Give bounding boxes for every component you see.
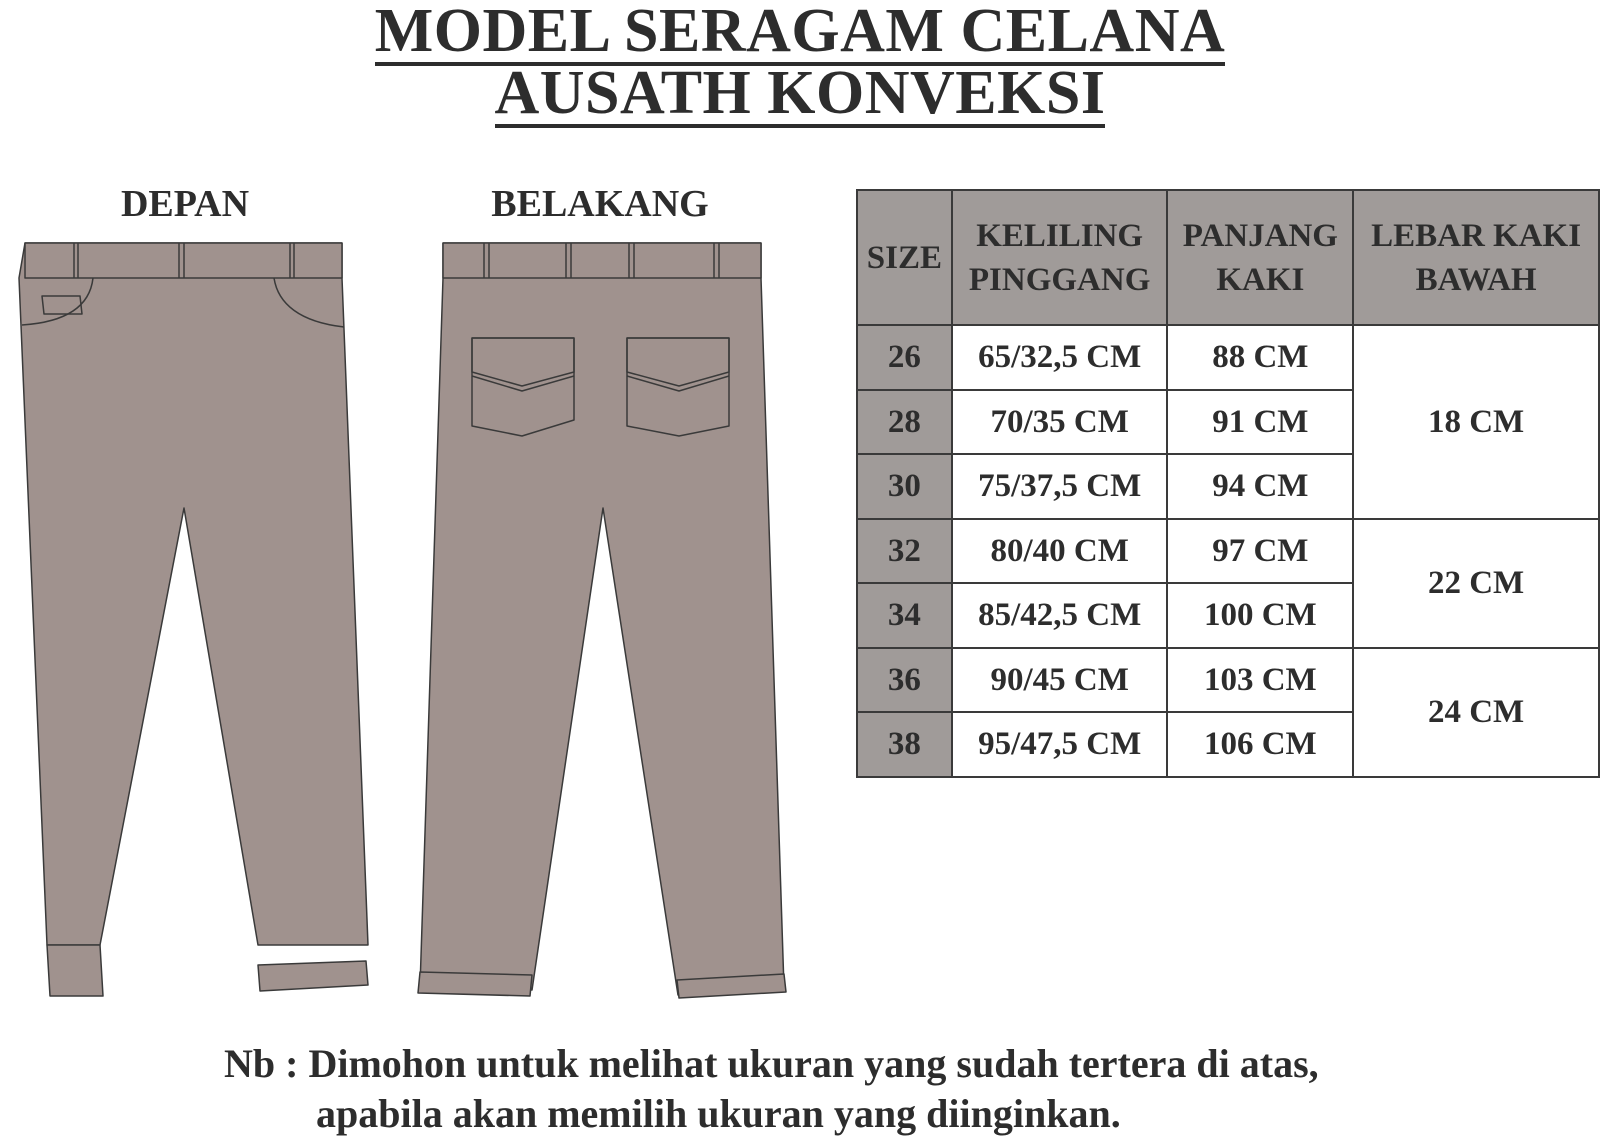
front-view-label: DEPAN	[120, 183, 250, 225]
header-hem-line-1: LEBAR KAKI	[1371, 217, 1582, 254]
waist-cell: 65/32,5 CM	[952, 325, 1168, 390]
title-line-2: AUSATH KONVEKSI	[494, 59, 1106, 127]
front-left-cuff	[47, 945, 103, 996]
length-cell: 103 CM	[1167, 648, 1353, 713]
front-right-cuff	[258, 961, 368, 991]
size-cell: 38	[857, 712, 952, 777]
length-cell: 88 CM	[1167, 325, 1353, 390]
front-pants-body	[19, 243, 368, 945]
header-waist	[952, 190, 1168, 325]
size-chart-header-row	[857, 190, 1599, 325]
size-cell: 34	[857, 583, 952, 648]
waist-cell: 90/45 CM	[952, 648, 1168, 713]
title-line-1: MODEL SERAGAM CELANA	[374, 0, 1226, 65]
waist-cell: 70/35 CM	[952, 390, 1168, 455]
length-cell: 106 CM	[1167, 712, 1353, 777]
waist-cell: 95/47,5 CM	[952, 712, 1168, 777]
size-cell: 26	[857, 325, 952, 390]
size-cell: 36	[857, 648, 952, 713]
front-pants-drawing	[19, 243, 368, 996]
note-line-2: apabila akan memilih ukuran yang diinginkan.	[316, 1091, 1121, 1136]
hem-width-cell: 18 CM	[1353, 325, 1599, 519]
note-line-1: Nb : Dimohon untuk melihat ukuran yang sudah tertera di atas,	[224, 1041, 1319, 1086]
table-row	[857, 519, 1599, 584]
waist-cell: 80/40 CM	[952, 519, 1168, 584]
length-cell: 94 CM	[1167, 454, 1353, 519]
hem-width-cell: 22 CM	[1353, 519, 1599, 648]
back-left-cuff	[418, 972, 532, 996]
header-hem-line-2: BAWAH	[1415, 261, 1537, 298]
table-row	[857, 325, 1599, 390]
header-size: SIZE	[857, 190, 952, 325]
hem-width-cell: 24 CM	[1353, 648, 1599, 777]
length-cell: 97 CM	[1167, 519, 1353, 584]
size-cell: 30	[857, 454, 952, 519]
waist-cell: 75/37,5 CM	[952, 454, 1168, 519]
table-row	[857, 648, 1599, 713]
header-length-line-1: PANJANG	[1182, 217, 1338, 254]
size-cell: 32	[857, 519, 952, 584]
pants-illustration	[0, 0, 800, 1010]
header-hem-width	[1353, 190, 1599, 325]
back-view-label: BELAKANG	[491, 183, 709, 225]
waist-cell: 85/42,5 CM	[952, 583, 1168, 648]
header-length	[1167, 190, 1353, 325]
header-length-line-2: KAKI	[1216, 261, 1305, 298]
length-cell: 100 CM	[1167, 583, 1353, 648]
header-waist-line-1: KELILING	[976, 217, 1144, 254]
back-pants-drawing	[418, 243, 786, 998]
length-cell: 91 CM	[1167, 390, 1353, 455]
size-cell: 28	[857, 390, 952, 455]
size-chart-table	[856, 189, 1600, 778]
header-waist-line-2: PINGGANG	[968, 261, 1151, 298]
